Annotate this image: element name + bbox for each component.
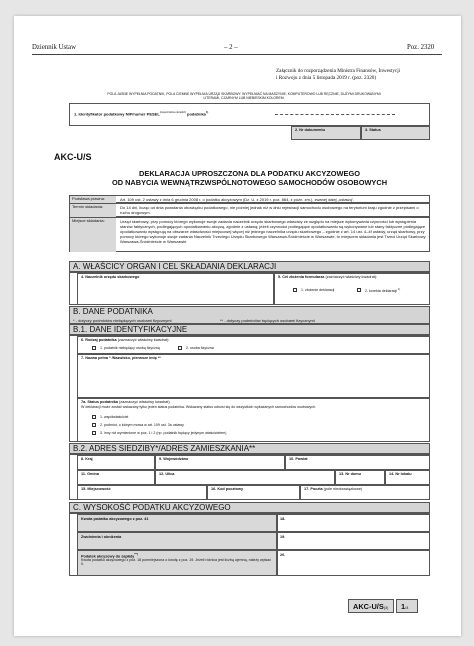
taxpayer-status-description: W deklaracji może zostać wskazany tylko jeden status podatnika. Wskazany status odnosi się do wszystkich wykazanych samochodów osobowych. <box>81 405 317 409</box>
house-number-field[interactable] <box>335 470 385 485</box>
voivodeship-field[interactable] <box>155 455 285 470</box>
section-b-note-2: ** - dotyczy podmiotów będących osobami fizycznymi <box>220 318 315 323</box>
status-other-checkbox[interactable] <box>92 431 96 435</box>
tax-office-label: 4. Naczelnik urzędu skarbowego <box>81 275 140 279</box>
legal-basis-row <box>69 195 430 203</box>
document-number-label: 2. Nr dokumentu <box>295 128 325 132</box>
apartment-number-field[interactable] <box>385 470 430 485</box>
taxpayer-type-field <box>77 336 430 354</box>
taxpayer-type-entity-checkbox[interactable] <box>92 346 96 350</box>
country-field[interactable] <box>77 455 155 470</box>
purpose-option-declaration-label: 1. złożenie deklaracji <box>301 288 335 292</box>
excise-amount-number: 18. <box>280 517 286 521</box>
nip-label-note: (niepotrzebne skreślić) <box>159 111 186 114</box>
section-b1-body <box>69 335 430 442</box>
tax-due-number: 20. <box>280 553 286 557</box>
section-c-title: C. WYSOKOŚĆ PODATKU AKCYZOWEGO <box>69 502 430 513</box>
nip-pesel-label: 1. Identyfikator podatkowy NIP/numer $PESEL^{(niepotrzebne skreślić)}$ podatnika$^{1)}$ <box>74 111 209 117</box>
status-field <box>361 126 430 140</box>
nip-label-tail: podatnika <box>185 111 206 117</box>
form-title <box>69 169 430 187</box>
section-c-body <box>69 513 430 576</box>
exemptions-field[interactable] <box>277 532 430 550</box>
street-field[interactable] <box>155 470 335 485</box>
purpose-label-note: (zaznaczyć właściwy kwadrat): <box>325 275 378 279</box>
nip-label-text: 1. Identyfikator podatkowy NIP/numer PESEL <box>74 111 160 117</box>
fill-instructions <box>54 92 434 101</box>
purpose-option-correction-sup: 1) <box>397 288 401 291</box>
status-other-label: 3. inny niż wymienione w poz. 1 i 2 (np. podatnik będący jedynym właścicielem) <box>100 431 227 435</box>
tax-due-label-text: Podatek akcyzowy do zapłaty <box>81 554 135 559</box>
deadline-row <box>69 203 430 217</box>
tax-due-label-cell <box>77 550 277 576</box>
deadline-text: Do 14 dni, licząc od dnia powstania obowiązku podatkowego, nie później jednak niż w dniu rejestracji samochodu osobowego na terytorium kraju zgodnie z przepisami o ruchu drogowym. <box>120 205 419 215</box>
post-office-label <box>304 487 362 491</box>
journal-name: Dziennik Ustaw <box>32 44 76 51</box>
apartment-number-label: 14. Nr lokalu <box>389 472 412 476</box>
annex-line-2: i Rozwoju z dnia 5 listopada 2019 r. (poz. 2320) <box>276 74 377 81</box>
county-field[interactable] <box>285 455 430 470</box>
city-field[interactable] <box>77 485 207 500</box>
post-office-label-text: 17. Poczta <box>304 487 323 491</box>
taxpayer-type-label-note: (zaznaczyć właściwy kwadrat): <box>117 338 170 342</box>
purpose-label-text: 5. Cel złożenia formularza <box>278 275 325 279</box>
footer-page-total: /4 <box>405 605 409 610</box>
legal-basis-text: Art. 109 ust. 2 ustawy z dnia 6 grudnia 2008 r. o podatku akcyzowym (Dz. U. z 2019 r. poz. 864, z późn. zm.), zwanej dalej „ustawą”. <box>120 196 355 202</box>
status-coowner-label: 1. współwłaściciel <box>100 415 129 419</box>
street-label: 12. Ulica <box>159 472 175 476</box>
taxpayer-type-person-label: 2. osoba fizyczna <box>186 346 214 350</box>
excise-amount-field[interactable] <box>277 514 430 532</box>
form-title-line-1: DEKLARACJA UPROSZCZONA DLA PODATKU AKCYZOWEGO <box>139 169 360 178</box>
taxpayer-status-label <box>81 400 170 404</box>
exemptions-label: Zwolnienia i obniżenia <box>81 535 122 539</box>
header-rule <box>32 54 442 55</box>
place-row <box>69 217 430 252</box>
deadline-label: Termin składania: <box>70 204 116 217</box>
taxpayer-type-entity-label: 1. podatnik niebędący osobą fizyczną <box>100 346 160 350</box>
status-coowner-checkbox[interactable] <box>92 415 96 419</box>
form-title-line-2: OD NABYCIA WEWNĄTRZWSPÓLNOTOWEGO SAMOCHODÓW OSOBOWYCH <box>111 178 388 187</box>
purpose-option-correction-checkbox[interactable] <box>357 288 361 292</box>
postal-code-label: 16. Kod pocztowy <box>211 487 244 491</box>
purpose-label <box>278 275 377 279</box>
exemptions-number: 19. <box>280 535 286 539</box>
full-name-field[interactable] <box>77 354 430 398</box>
county-label: 10. Powiat <box>289 457 308 461</box>
taxpayer-status-label-text: 7a. Status podatnika <box>81 400 118 404</box>
place-text: Urząd skarbowy, przy pomocy którego wykonuje swoje zadania naczelnik urzędu skarbowego właściwy ze względu na miejsce wykonywania czynności lub wystąpienia stanów faktycznych, podlegających opodatkowaniu akcyzą, zgodnie z ustawą; jeżeli czynności podlegające opodatkowaniu są wykonywane lub stany faktyczne podlegające opodatkowaniu występują na obszarze właściwości miejscowej więcej niż jednego naczelnika urzędu skarbowego – zgodnie z art. 14 ust. 4–4f ustawy, urząd skarbowy, przy pomocy którego wykonuje swoje zadania Naczelnik Trzeciego Urzędu Skarbowego Warszawa-Śródmieście w Warszawie, to miejscem składania jest Trzeci Urząd Skarbowy Warszawa-Śródmieście w Warszawie. <box>120 219 426 244</box>
section-b-note-1: * - dotyczy podmiotów niebędących osobami fizycznymi <box>73 318 172 323</box>
city-label: 15. Miejscowość <box>81 487 111 491</box>
section-b-header <box>69 306 430 324</box>
section-b-title: B. DANE PODATNIKA <box>73 307 153 316</box>
taxpayer-status-field <box>77 398 430 442</box>
post-office-field[interactable] <box>300 485 430 500</box>
country-label: 8. Kraj <box>81 457 93 461</box>
form-code: AKC-U/S <box>54 152 92 162</box>
commune-label: 11. Gmina <box>81 472 99 476</box>
footer-code-label <box>353 602 388 611</box>
tax-due-label-sup: ***) <box>134 553 139 556</box>
footer-code-suffix: (3) <box>383 606 389 610</box>
footer-page-number: 1 <box>401 602 406 611</box>
document-number-field <box>291 126 361 140</box>
purpose-option-declaration-checkbox[interactable] <box>293 288 297 292</box>
exemptions-label-cell <box>77 532 277 550</box>
taxpayer-type-label <box>81 338 169 342</box>
excise-amount-label-cell <box>77 514 277 532</box>
tax-office-field[interactable] <box>77 273 274 305</box>
footer-page-label <box>401 602 408 611</box>
section-a-title: A. WŁAŚCICY ORGAN I CEL SKŁADANIA DEKLARACJI <box>69 261 430 272</box>
post-office-label-note: (pole nieobowiązkowe) <box>323 487 363 491</box>
excise-amount-label: Kwota podatku akcyzowego z poz. 41 <box>81 517 149 521</box>
footer-form-code <box>348 599 394 613</box>
tax-due-description: Kwota podatku akcyzowego z poz. 18 pomniejszona o kwotę z poz. 19. Jeżeli różnica jest liczbą ujemną, należy wpisać 0. <box>81 558 271 567</box>
journal-position: Poz. 2320 <box>407 44 435 51</box>
nip-input[interactable] <box>275 111 395 115</box>
status-art109-label: 2. podmiot, o którym mowa w art. 109 ust. 3a ustawy <box>100 423 184 427</box>
identifier-box <box>69 103 430 126</box>
annex-note <box>276 68 400 81</box>
footer-page-box <box>396 599 418 613</box>
taxpayer-type-label-text: 6. Rodzaj podatnika <box>81 338 117 342</box>
section-b1-title: B.1. DANE IDENTYFIKACYJNE <box>69 324 430 335</box>
footer-code-text: AKC-U/S <box>353 602 384 611</box>
instructions-line-2: LITERAMI, CZARNYM LUB NIEBIESKIM KOLOREM. <box>203 96 285 101</box>
journal-page-number: – 2 – <box>224 44 238 51</box>
voivodeship-label: 9. Województwo <box>159 457 189 461</box>
commune-field[interactable] <box>77 470 155 485</box>
status-label: 3. Status <box>365 128 381 132</box>
purpose-option-correction-label <box>365 288 400 294</box>
legal-basis-label: Podstawa prawna: <box>70 196 116 203</box>
tax-due-field[interactable] <box>277 550 430 576</box>
taxpayer-type-person-checkbox[interactable] <box>178 346 182 350</box>
full-name-label: 7. Nazwa pełna * /Nazwisko, pierwsze imię ** <box>81 356 161 360</box>
place-label: Miejsce składania: <box>70 218 116 252</box>
status-art109-checkbox[interactable] <box>92 423 96 427</box>
section-a-body <box>69 272 430 305</box>
purpose-option-correction-text: 2. korekta deklaracji <box>365 289 397 294</box>
annex-line-1: Załącznik do rozporządzenia Ministra Finansów, Inwestycji <box>276 68 401 74</box>
section-b2-body <box>69 454 430 500</box>
purpose-field <box>274 273 430 305</box>
instructions-line-1: POLA JASNE WYPEŁNIA PODATNIK, POLA CIEMNE WYPEŁNIA URZĄD SKARBOWY. WYPEŁNIAĆ NA MASZYNIE, KOMPUTEROWO LUB RĘCZNIE, DUŻYMI DRUKOWANYMI <box>107 92 381 96</box>
section-b2-title: B.2. ADRES SIEDZIBY*/ADRES ZAMIESZKANIA** <box>69 443 430 454</box>
house-number-label: 13. Nr domu <box>339 472 361 476</box>
postal-code-field[interactable] <box>207 485 300 500</box>
document-page <box>14 16 461 636</box>
taxpayer-status-label-note: (zaznaczyć właściwy kwadrat) <box>119 400 170 404</box>
